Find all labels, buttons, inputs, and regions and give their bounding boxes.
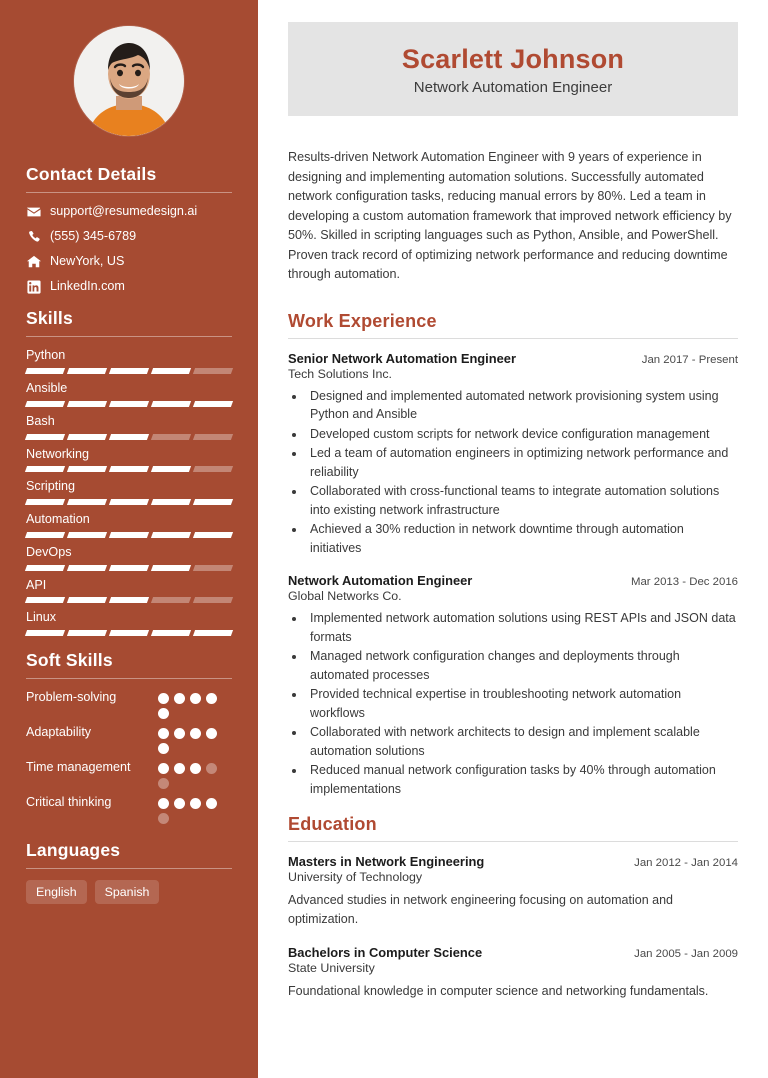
work-entry-title: Senior Network Automation Engineer — [288, 350, 516, 366]
soft-skill-item — [26, 725, 232, 754]
skill-level-bar — [26, 499, 232, 505]
soft-skills-list — [26, 690, 232, 824]
skills-section — [26, 308, 232, 636]
skill-bar-segment — [109, 466, 149, 472]
education-entry-header — [288, 945, 738, 960]
soft-skill-label: Time management — [26, 760, 131, 775]
skill-level-bar — [26, 401, 232, 407]
contact-linkedin-value: LinkedIn.com — [50, 279, 125, 294]
education-entry-degree: Bachelors in Computer Science — [288, 944, 483, 960]
page-title: Scarlett Johnson — [401, 44, 625, 74]
skill-level-bar — [26, 532, 232, 538]
skill-bar-segment — [25, 499, 65, 505]
skill-level-bar — [26, 565, 232, 571]
skill-bar-segment — [25, 597, 65, 603]
skill-bar-segment — [151, 532, 191, 538]
soft-skills-section-title: Soft Skills — [26, 650, 113, 671]
skill-bar-segment — [193, 532, 233, 538]
skill-bar-segment — [151, 466, 191, 472]
work-bullet: • Reduced manual network configuration tasks by 40% through automation implementations — [306, 761, 738, 798]
soft-skill-dot — [190, 728, 201, 739]
skill-bar-segment — [25, 401, 65, 407]
education-entry — [288, 945, 738, 1001]
skill-bar-segment — [151, 597, 191, 603]
education-section — [288, 814, 738, 1000]
work-bullet: • Led a team of automation engineers in optimizing network performance and reliability — [306, 444, 738, 481]
soft-skill-dot — [206, 728, 217, 739]
skill-bar-segment — [109, 565, 149, 571]
job-role-subtitle: Network Automation Engineer — [413, 79, 613, 97]
contact-phone-value: (555) 345-6789 — [50, 229, 137, 244]
soft-skill-dot — [174, 728, 185, 739]
soft-skill-dot — [158, 798, 169, 809]
skill-bar-segment — [193, 630, 233, 636]
divider — [26, 868, 232, 869]
soft-skill-dot — [174, 763, 185, 774]
education-entry-school: University of Technology — [288, 870, 423, 885]
professional-summary: Results-driven Network Automation Engineer with 9 years of experience in designing and implementing automation solutions. Successfully automated network configuration tasks, reducing manual errors by 80%. Led a team in developing a custom automation framework that improved network efficiency by 50%. Skilled in scripting languages such as Python, Ansible, and PowerShell. Proven track record of optimizing network performance and reducing downtime through automation. — [288, 150, 732, 282]
skill-label: Bash — [26, 413, 55, 428]
home-icon — [26, 255, 41, 269]
education-entry — [288, 854, 738, 929]
soft-skill-item — [26, 760, 232, 789]
languages-section — [26, 840, 232, 904]
work-entry — [288, 573, 738, 798]
skill-level-bar — [26, 466, 232, 472]
skills-list — [26, 348, 232, 636]
work-bullet: • Designed and implemented automated network provisioning system using Python and Ansible — [306, 387, 738, 424]
soft-skills-section — [26, 650, 232, 824]
skills-section-title: Skills — [26, 308, 73, 329]
skill-bar-segment — [109, 499, 149, 505]
work-bullet: • Collaborated with cross-functional teams to integrate automation solutions into existing network infrastructure — [306, 482, 738, 519]
soft-skill-dot — [174, 693, 185, 704]
divider — [288, 841, 738, 842]
skill-level-bar — [26, 630, 232, 636]
language-chip[interactable]: English — [26, 880, 87, 904]
work-entry — [288, 351, 738, 558]
skill-bar-segment — [193, 499, 233, 505]
work-bullet: • Managed network configuration changes and deployments through automated processes — [306, 647, 738, 684]
skill-label: Networking — [26, 446, 89, 461]
avatar-container — [26, 0, 232, 156]
skill-label: Automation — [26, 512, 90, 527]
avatar — [74, 26, 184, 136]
skill-bar-segment — [67, 532, 107, 538]
soft-skill-dot — [206, 798, 217, 809]
skill-item — [26, 578, 232, 604]
soft-skill-rating — [158, 795, 232, 824]
work-entry-company: Global Networks Co. — [288, 589, 402, 604]
education-entries — [288, 854, 738, 1000]
work-entry-date: Mar 2013 - Dec 2016 — [630, 576, 738, 589]
education-entry-date: Jan 2012 - Jan 2014 — [634, 857, 738, 870]
work-entry-header — [288, 573, 738, 588]
education-entry-school: State University — [288, 960, 375, 975]
main-content — [258, 0, 768, 1078]
soft-skill-rating — [158, 690, 232, 719]
skill-bar-segment — [151, 565, 191, 571]
skill-item — [26, 414, 232, 440]
skill-bar-segment — [25, 532, 65, 538]
skill-item — [26, 512, 232, 538]
languages-section-title: Languages — [26, 840, 121, 861]
soft-skill-dot — [158, 693, 169, 704]
soft-skill-dot — [158, 763, 169, 774]
skill-item — [26, 348, 232, 374]
skill-bar-segment — [67, 597, 107, 603]
skill-bar-segment — [25, 565, 65, 571]
skill-bar-segment — [193, 466, 233, 472]
skill-bar-segment — [25, 630, 65, 636]
education-title: Education — [288, 814, 377, 835]
skill-bar-segment — [67, 466, 107, 472]
work-entry-date: Jan 2017 - Present — [641, 353, 738, 366]
skill-bar-segment — [109, 630, 149, 636]
skill-label: Linux — [26, 610, 57, 625]
avatar-photo-icon — [74, 26, 184, 136]
contact-list — [26, 204, 232, 294]
soft-skill-dot — [190, 693, 201, 704]
skill-bar-segment — [193, 565, 233, 571]
contact-section — [26, 164, 232, 294]
contact-item-phone[interactable] — [26, 229, 232, 244]
education-entry-header — [288, 854, 738, 869]
contact-location-value: NewYork, US — [50, 254, 125, 269]
soft-skill-rating — [158, 725, 232, 754]
skill-item — [26, 610, 232, 636]
skill-bar-segment — [25, 368, 65, 374]
soft-skill-dot — [158, 708, 169, 719]
soft-skill-dot — [158, 778, 169, 789]
skill-bar-segment — [151, 499, 191, 505]
work-bullet: • Provided technical expertise in troubleshooting network automation workflows — [306, 685, 738, 722]
skill-label: Python — [26, 348, 66, 363]
skill-level-bar — [26, 368, 232, 374]
contact-section-title: Contact Details — [26, 164, 157, 184]
soft-skill-dot — [190, 798, 201, 809]
work-bullet: • Implemented network automation solutions using REST APIs and JSON data formats — [306, 609, 738, 646]
languages-list — [26, 880, 232, 904]
skill-bar-segment — [151, 434, 191, 440]
skill-bar-segment — [193, 368, 233, 374]
divider — [26, 192, 232, 193]
work-bullet: • Achieved a 30% reduction in network downtime through automation initiatives — [306, 520, 738, 557]
soft-skill-label: Critical thinking — [26, 795, 112, 810]
soft-skill-dot — [174, 798, 185, 809]
divider — [26, 678, 232, 679]
skill-bar-segment — [109, 401, 149, 407]
work-entry-bullets — [306, 609, 738, 798]
divider — [288, 338, 738, 339]
contact-item-location[interactable] — [26, 254, 232, 269]
skill-bar-segment — [25, 434, 65, 440]
skill-label: Ansible — [26, 381, 68, 396]
work-entries — [288, 351, 738, 799]
soft-skill-dot — [206, 763, 217, 774]
skill-bar-segment — [193, 401, 233, 407]
skill-bar-segment — [67, 499, 107, 505]
skill-bar-segment — [151, 368, 191, 374]
skill-item — [26, 545, 232, 571]
phone-icon — [26, 230, 41, 244]
skill-bar-segment — [67, 434, 107, 440]
name-header-card — [288, 22, 738, 116]
skill-label: DevOps — [26, 544, 72, 559]
skill-bar-segment — [67, 401, 107, 407]
soft-skill-label: Adaptability — [26, 725, 92, 740]
language-chip[interactable]: Spanish — [95, 880, 160, 904]
work-experience-title: Work Experience — [288, 310, 437, 331]
skill-item — [26, 447, 232, 473]
skill-bar-segment — [109, 434, 149, 440]
education-entry-date: Jan 2005 - Jan 2009 — [634, 947, 738, 960]
contact-item-email[interactable] — [26, 204, 232, 219]
work-bullet: • Collaborated with network architects to design and implement scalable automation solutions — [306, 723, 738, 760]
soft-skill-dot — [158, 813, 169, 824]
skill-bar-segment — [193, 434, 233, 440]
soft-skill-dot — [190, 763, 201, 774]
skill-label: API — [26, 577, 47, 592]
skill-label: Scripting — [26, 479, 75, 494]
skill-bar-segment — [109, 597, 149, 603]
skill-bar-segment — [67, 630, 107, 636]
skill-bar-segment — [25, 466, 65, 472]
sidebar — [0, 0, 258, 1078]
work-bullet: • Developed custom scripts for network device configuration management — [306, 425, 738, 444]
contact-item-linkedin[interactable] — [26, 279, 232, 294]
work-entry-company: Tech Solutions Inc. — [288, 366, 393, 381]
divider — [26, 336, 232, 337]
contact-email-value: support@resumedesign.ai — [50, 204, 198, 218]
skill-bar-segment — [193, 597, 233, 603]
soft-skill-dot — [158, 728, 169, 739]
soft-skill-rating — [158, 760, 232, 789]
skill-item — [26, 381, 232, 407]
soft-skill-dot — [158, 743, 169, 754]
skill-bar-segment — [67, 565, 107, 571]
work-entry-header — [288, 351, 738, 366]
skill-bar-segment — [109, 532, 149, 538]
education-entry-description: Foundational knowledge in computer science and networking fundamentals. — [288, 983, 709, 998]
soft-skill-item — [26, 795, 232, 824]
education-entry-degree: Masters in Network Engineering — [288, 854, 485, 870]
skill-bar-segment — [151, 630, 191, 636]
education-entry-description: Advanced studies in network engineering focusing on automation and optimization. — [288, 893, 673, 926]
soft-skill-item — [26, 690, 232, 719]
soft-skill-dot — [206, 693, 217, 704]
linkedin-icon — [26, 280, 41, 294]
work-experience-section — [288, 311, 738, 799]
work-entry-bullets — [306, 387, 738, 558]
skill-bar-segment — [67, 368, 107, 374]
soft-skill-label: Problem-solving — [26, 690, 117, 705]
skill-level-bar — [26, 597, 232, 603]
email-icon — [26, 205, 41, 219]
skill-item — [26, 479, 232, 505]
skill-bar-segment — [109, 368, 149, 374]
skill-level-bar — [26, 434, 232, 440]
work-entry-title: Network Automation Engineer — [288, 573, 473, 589]
skill-bar-segment — [151, 401, 191, 407]
